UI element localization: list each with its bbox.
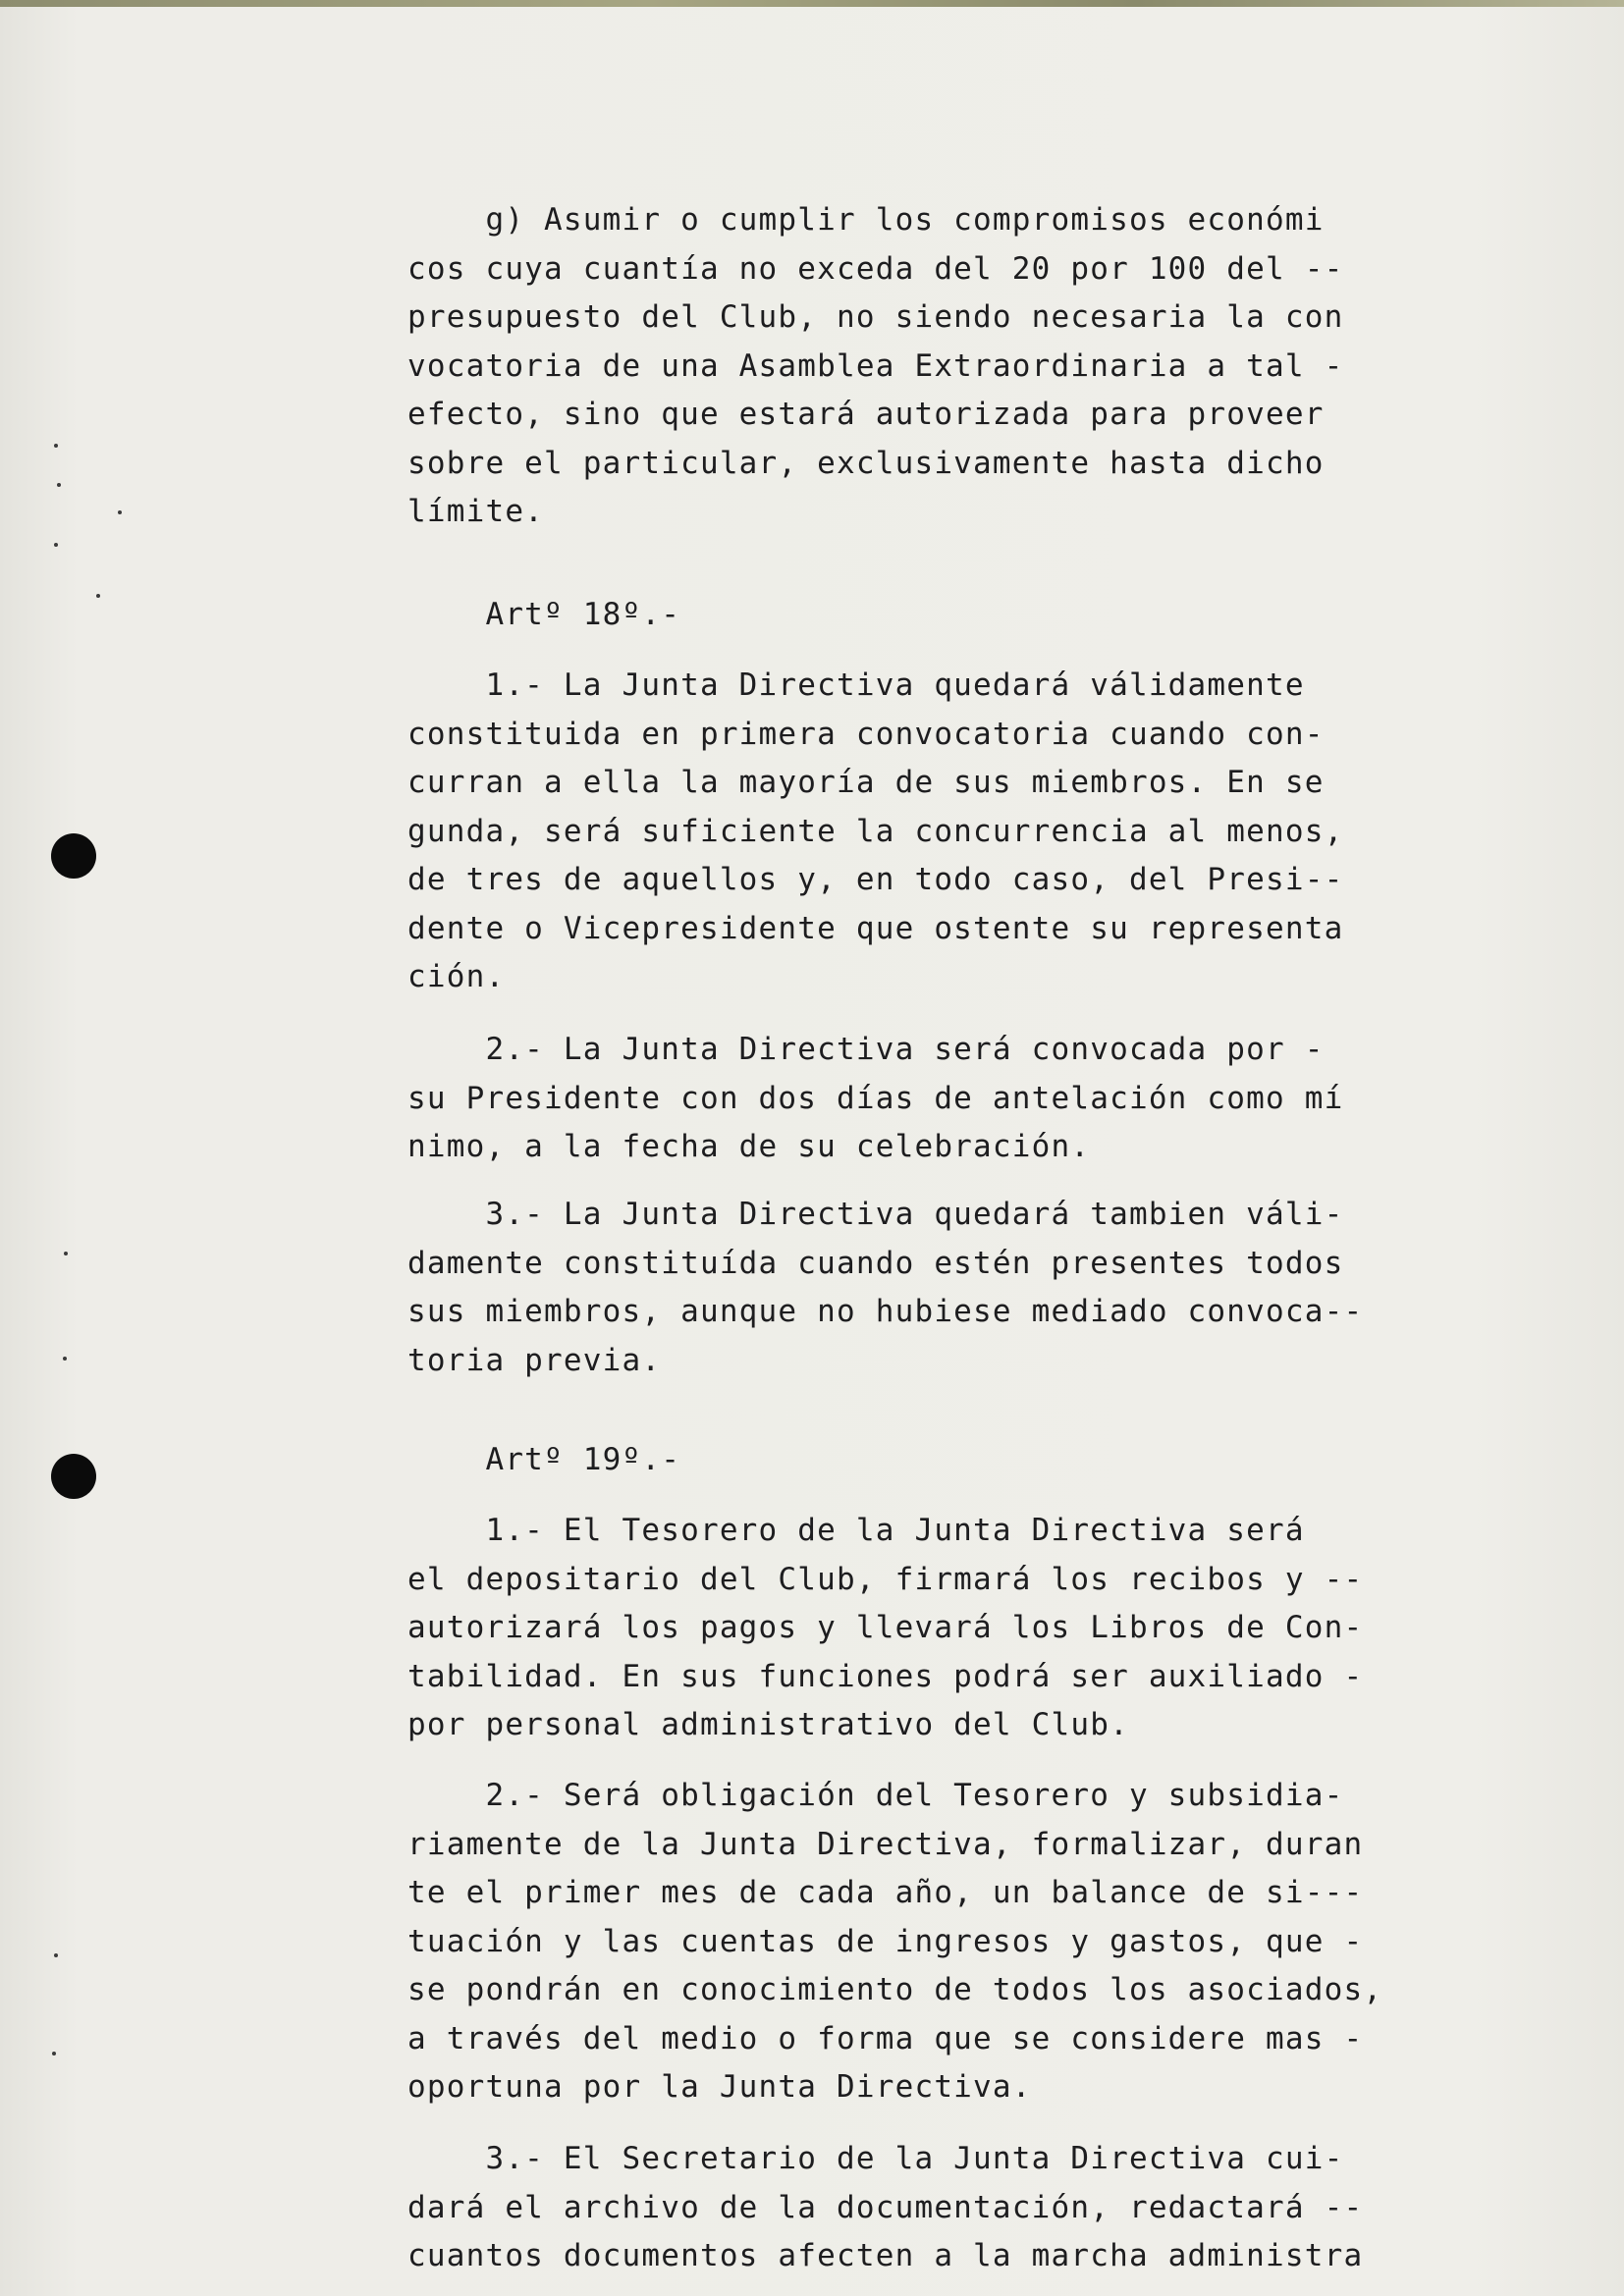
text-line: efecto, sino que estará autorizada para proveer xyxy=(407,397,1325,432)
text-line: curran a ella la mayoría de sus miembros. En se xyxy=(407,765,1325,800)
text-line: 1.- La Junta Directiva quedará válidamente xyxy=(407,667,1305,703)
text-line: presupuesto del Club, no siendo necesaria la con xyxy=(407,299,1344,335)
article-18-paragraph-3 xyxy=(407,1191,1389,1385)
text-line: por personal administrativo del Club. xyxy=(407,1707,1129,1742)
text-line: dará el archivo de la documentación, redactará -- xyxy=(407,2189,1364,2225)
text-line: dente o Vicepresidente que ostente su representa xyxy=(407,910,1344,946)
text-line: vocatoria de una Asamblea Extraordinaria a tal - xyxy=(407,347,1344,384)
article-18-heading: Artº 18º.- xyxy=(407,597,681,632)
text-line: te el primer mes de cada año, un balance de si--- xyxy=(407,1875,1364,1910)
margin-speck xyxy=(118,510,122,514)
margin-speck xyxy=(63,1357,67,1361)
text-line: riamente de la Junta Directiva, formalizar, duran xyxy=(407,1826,1364,1862)
paragraph-g xyxy=(407,196,1389,537)
margin-speck xyxy=(54,444,58,448)
text-line: g) Asumir o cumplir los compromisos económi xyxy=(407,202,1325,238)
article-19-paragraph-1 xyxy=(407,1507,1389,1750)
punch-hole-lower xyxy=(51,1454,96,1499)
text-line: 3.- El Secretario de la Junta Directiva cui- xyxy=(407,2141,1344,2176)
text-line: su Presidente con dos días de antelación como mí xyxy=(407,1080,1344,1116)
text-line: 1.- El Tesorero de la Junta Directiva será xyxy=(407,1513,1305,1548)
text-line: 2.- Será obligación del Tesorero y subsidia- xyxy=(407,1778,1344,1813)
article-18-paragraph-1 xyxy=(407,662,1389,1002)
text-line: de tres de aquellos y, en todo caso, del Presi-- xyxy=(407,862,1344,897)
text-line: sobre el particular, exclusivamente hasta dicho xyxy=(407,445,1325,481)
article-19-heading: Artº 19º.- xyxy=(407,1442,681,1477)
page-top-edge xyxy=(0,0,1624,7)
text-line: cos cuya cuantía no exceda del 20 por 100 del -- xyxy=(407,250,1344,287)
margin-speck xyxy=(52,2052,56,2056)
text-line: gunda, será suficiente la concurrencia al menos, xyxy=(407,813,1344,849)
text-line: sus miembros, aunque no hubiese mediado convoca-- xyxy=(407,1294,1364,1329)
text-line: 3.- La Junta Directiva quedará tambien váli- xyxy=(407,1197,1344,1232)
text-line: constituida en primera convocatoria cuando con- xyxy=(407,716,1325,752)
margin-speck xyxy=(54,543,58,547)
punch-hole-upper xyxy=(51,833,96,879)
margin-speck xyxy=(57,483,61,487)
text-line: se pondrán en conocimiento de todos los asociados, xyxy=(407,1972,1383,2007)
text-line: tuación y las cuentas de ingresos y gastos, que - xyxy=(407,1923,1364,1959)
article-18-paragraph-2 xyxy=(407,1026,1389,1172)
text-line: toria previa. xyxy=(407,1342,662,1378)
margin-speck xyxy=(96,594,100,598)
text-line: 2.- La Junta Directiva será convocada por - xyxy=(407,1032,1325,1067)
text-line: a través del medio o forma que se considere mas - xyxy=(407,2020,1364,2056)
margin-speck xyxy=(64,1252,68,1255)
text-line: oportuna por la Junta Directiva. xyxy=(407,2069,1032,2105)
article-18-heading-block xyxy=(407,591,1389,640)
text-line: límite. xyxy=(407,494,545,529)
text-line: damente constituída cuando estén presentes todos xyxy=(407,1245,1344,1281)
text-line: ción. xyxy=(407,959,506,994)
text-line: tabilidad. En sus funciones podrá ser auxiliado - xyxy=(407,1658,1364,1694)
margin-speck xyxy=(54,1953,58,1957)
text-line: el depositario del Club, firmará los recibos y -- xyxy=(407,1561,1364,1597)
article-19-paragraph-3 xyxy=(407,2135,1389,2281)
article-19-heading-block xyxy=(407,1436,1389,1485)
text-line: autorizará los pagos y llevará los Libros de Con- xyxy=(407,1610,1364,1645)
text-line: cuantos documentos afecten a la marcha administra xyxy=(407,2238,1364,2273)
article-19-paragraph-2 xyxy=(407,1772,1389,2112)
text-line: nimo, a la fecha de su celebración. xyxy=(407,1129,1091,1164)
